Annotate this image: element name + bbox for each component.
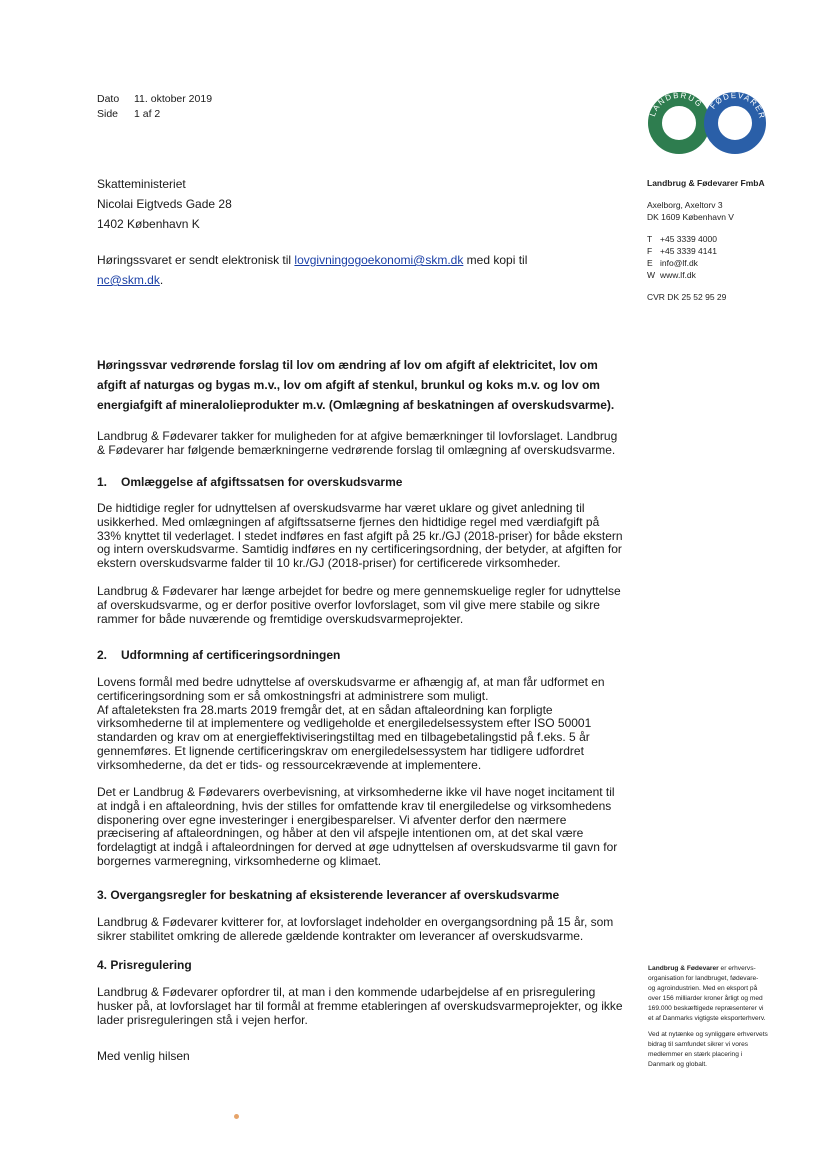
section-number: 1. — [97, 475, 108, 489]
paragraph-line: ekstern overskudsvarme falder til 10 kr./GJ (2018-priser) for certificerede virksomheder. — [97, 556, 561, 571]
submission-text-middle: med kopi til — [463, 253, 528, 267]
company-logo — [644, 88, 770, 158]
title-line: Høringssvar vedrørende forslag til lov om ændring af lov om afgift af elektricitet, lov om — [97, 358, 598, 372]
section-heading-text: Udformning af certificeringsordningen — [121, 648, 341, 662]
logo-text-left: LANDBRUG — [648, 90, 705, 118]
paragraph-line: Lovens formål med bedre udnyttelse af overskudsvarme er afhængig af, at man får udformet en — [97, 675, 605, 689]
note-line: 169.000 beskæftigede repræsenterer vi — [648, 1005, 764, 1012]
sender-phone: T +45 3339 4000 — [647, 234, 717, 244]
date-label: Dato — [97, 93, 120, 105]
section-3-paragraph-1 — [97, 916, 613, 944]
paragraph-line: certificeringsordning som er så omkostningsfri at administrere som muligt. — [97, 688, 489, 703]
paragraph-line: De hidtidige regler for udnyttelsen af overskudsvarme har været uklare og givet anledning til — [97, 501, 585, 515]
note-line: organisation for landbruget, fødevare- — [648, 975, 759, 982]
title-line: energiafgift af mineralolieprodukter m.v. (Omlægning af beskatningen af overskudsvarme). — [97, 398, 615, 412]
section-2-heading — [97, 647, 340, 663]
section-2-paragraph-2 — [97, 786, 617, 869]
paragraph-line: sikrer stabilitet omkring de allerede gældende kontrakter om leverancer af overskudsvarme. — [97, 928, 584, 943]
sender-street: Axelborg, Axeltorv 3 — [647, 200, 723, 210]
sender-cvr: CVR DK 25 52 95 29 — [647, 292, 727, 302]
paragraph-line: Landbrug & Fødevarer takker for muligheden for at afgive bemærkninger til lovforslaget. Landbrug — [97, 429, 618, 443]
paragraph-line: at indgå i en aftaleordning, hvis der stilles for omfattende krav til energiledelse og virksomhedens — [97, 798, 612, 813]
paragraph-line: og intern overskudsvarme. Samtidig indføres en ny certificeringsordning, der betyder, at afgiften for — [97, 542, 622, 557]
paragraph-line: Landbrug & Fødevarer kvitterer for, at lovforslaget indeholder en overgangsordning på 15 år, som — [97, 915, 614, 929]
paragraph-line: lader prisreguleringen stå i vejen herfor. — [97, 1012, 308, 1027]
organisation-description-p1 — [648, 964, 788, 974]
paragraph-line: usikkerhed. Med omlægningen af afgiftssatserne fjernes den hidtidige regel med værdiafgift på — [97, 514, 600, 529]
paragraph-line: fordelagtigt at indgå i aftaleordningen for derved at øge udnyttelsen af overskudsvarme til gavn for — [97, 840, 618, 855]
note-line: medlemmer en stærk placering i — [648, 1051, 743, 1058]
email-link-primary[interactable]: lovgivningogoekonomi@skm.dk — [294, 253, 464, 267]
recipient-city: 1402 København K — [97, 217, 200, 231]
paragraph-line: virksomhederne, da det er tids- og ressourcekrævende at implementere. — [97, 757, 482, 772]
note-line: bidrag til samfundet sikrer vi vores — [648, 1041, 749, 1048]
note-line: over 156 milliarder kroner årligt og med — [648, 995, 763, 1002]
submission-note — [97, 250, 567, 290]
section-2-paragraph-1 — [97, 676, 605, 773]
sender-website[interactable]: W www.lf.dk — [647, 270, 696, 280]
section-4-heading: 4. Prisregulering — [97, 958, 192, 972]
paragraph-line: Landbrug & Fødevarer opfordrer til, at man i den kommende udarbejdelse af en prisregulering — [97, 985, 596, 999]
paragraph-line: rammer for både nuværende og fremtidige overskudsvarmeprojekter. — [97, 611, 464, 626]
section-heading-text: Omlæggelse af afgiftssatsen for overskudsvarme — [121, 475, 403, 489]
paragraph-line: standarden og krav om at energieffektiviseringstiltag med en tilbagebetalingstid på f.eks. 5 år — [97, 730, 590, 745]
paragraph-line: disponering over egne investeringer i energibesparelser. Vi afventer derfor den nærmere — [97, 812, 567, 827]
paragraph-line: virksomhederne til at implementere og vedligeholde et energiledelsessystem efter ISO 50001 — [97, 716, 592, 731]
paragraph-line: præcisering af aftaleordningen, og håber at den vil afspejle intentionen om, at det skal være — [97, 826, 584, 841]
sender-city: DK 1609 København V — [647, 212, 734, 222]
paragraph-line: 33% knyttet til vederlaget. I stedet indføres en fast afgift på 25 kr./GJ (2018-priser) for både ekstern — [97, 528, 623, 543]
email-link-copy[interactable]: nc@skm.dk — [97, 273, 160, 287]
opening-paragraph — [97, 430, 617, 458]
paragraph-line: borgernes varmeregning, virksomhederne og klimaet. — [97, 853, 382, 868]
section-3-heading: 3. Overgangsregler for beskatning af eksisterende leverancer af overskudsvarme — [97, 888, 560, 902]
note-line: et af Danmarks vigtigste eksporterhverv. — [648, 1015, 766, 1022]
sender-block — [647, 177, 765, 303]
note-line: er erhvervs- — [718, 965, 756, 972]
page-label: Side — [97, 108, 119, 120]
paragraph-line: Af aftaleteksten fra 28.marts 2019 fremgår det, at en sådan aftaleordning kan forpligte — [97, 702, 553, 717]
paragraph-line: Det er Landbrug & Fødevarers overbevisning, at virksomhederne ikke vil have noget incitament til — [97, 785, 615, 799]
note-line: Ved at nytænke og synliggøre erhvervets — [648, 1031, 768, 1038]
submission-text-suffix: . — [159, 273, 164, 287]
note-line: og agroindustrien. Med en eksport på — [648, 985, 758, 992]
section-1-paragraph-1 — [97, 502, 623, 571]
section-4-paragraph-1 — [97, 986, 623, 1027]
paragraph-line: gennemføres. Et lignende certificeringskrav om energiledelsessystem har tidligere udfordret — [97, 743, 584, 758]
page-value: 1 af 2 — [134, 108, 161, 120]
organisation-name-bold: Landbrug & Fødevarer — [648, 965, 719, 972]
recipient-street: Nicolai Eigtveds Gade 28 — [97, 197, 232, 211]
document-meta — [97, 92, 212, 122]
document-title — [97, 355, 637, 415]
section-number: 2. — [97, 648, 108, 662]
sender-name: Landbrug & Fødevarer FmbA — [647, 178, 765, 188]
organisation-description — [648, 964, 788, 1070]
title-line: afgift af naturgas og bygas m.v., lov om afgift af stenkul, brunkul og koks m.v. og lov om — [97, 378, 600, 392]
date-value: 11. oktober 2019 — [134, 93, 213, 105]
note-line: Danmark og globalt. — [648, 1061, 708, 1068]
section-1-heading — [97, 474, 402, 490]
paragraph-line: & Fødevarer har følgende bemærkningerne vedrørende forslag til omlægning af overskudsvarme. — [97, 442, 616, 457]
closing-salutation: Med venlig hilsen — [97, 1049, 190, 1063]
submission-text-prefix: Høringssvaret er sendt elektronisk til — [97, 253, 295, 267]
sender-email[interactable]: E info@lf.dk — [647, 258, 698, 268]
recipient-address — [97, 174, 232, 234]
recipient-name: Skatteministeriet — [97, 177, 186, 191]
logo-text-right: FØDEVARER — [708, 90, 767, 121]
paragraph-line: Landbrug & Fødevarer har længe arbejdet for bedre og mere gennemskuelige regler for udnyttelse — [97, 584, 621, 598]
paragraph-line: af overskudsvarme, og er derfor positive overfor lovforslaget, som vil give mere stabile og sikre — [97, 597, 600, 612]
section-1-paragraph-2 — [97, 585, 621, 626]
paragraph-line: husker på, at lovforslaget har til formål at fremme etableringen af overskudsvarmeprojekter, og ikke — [97, 998, 623, 1013]
scan-mark — [234, 1114, 239, 1119]
sender-fax: F +45 3339 4141 — [647, 246, 717, 256]
